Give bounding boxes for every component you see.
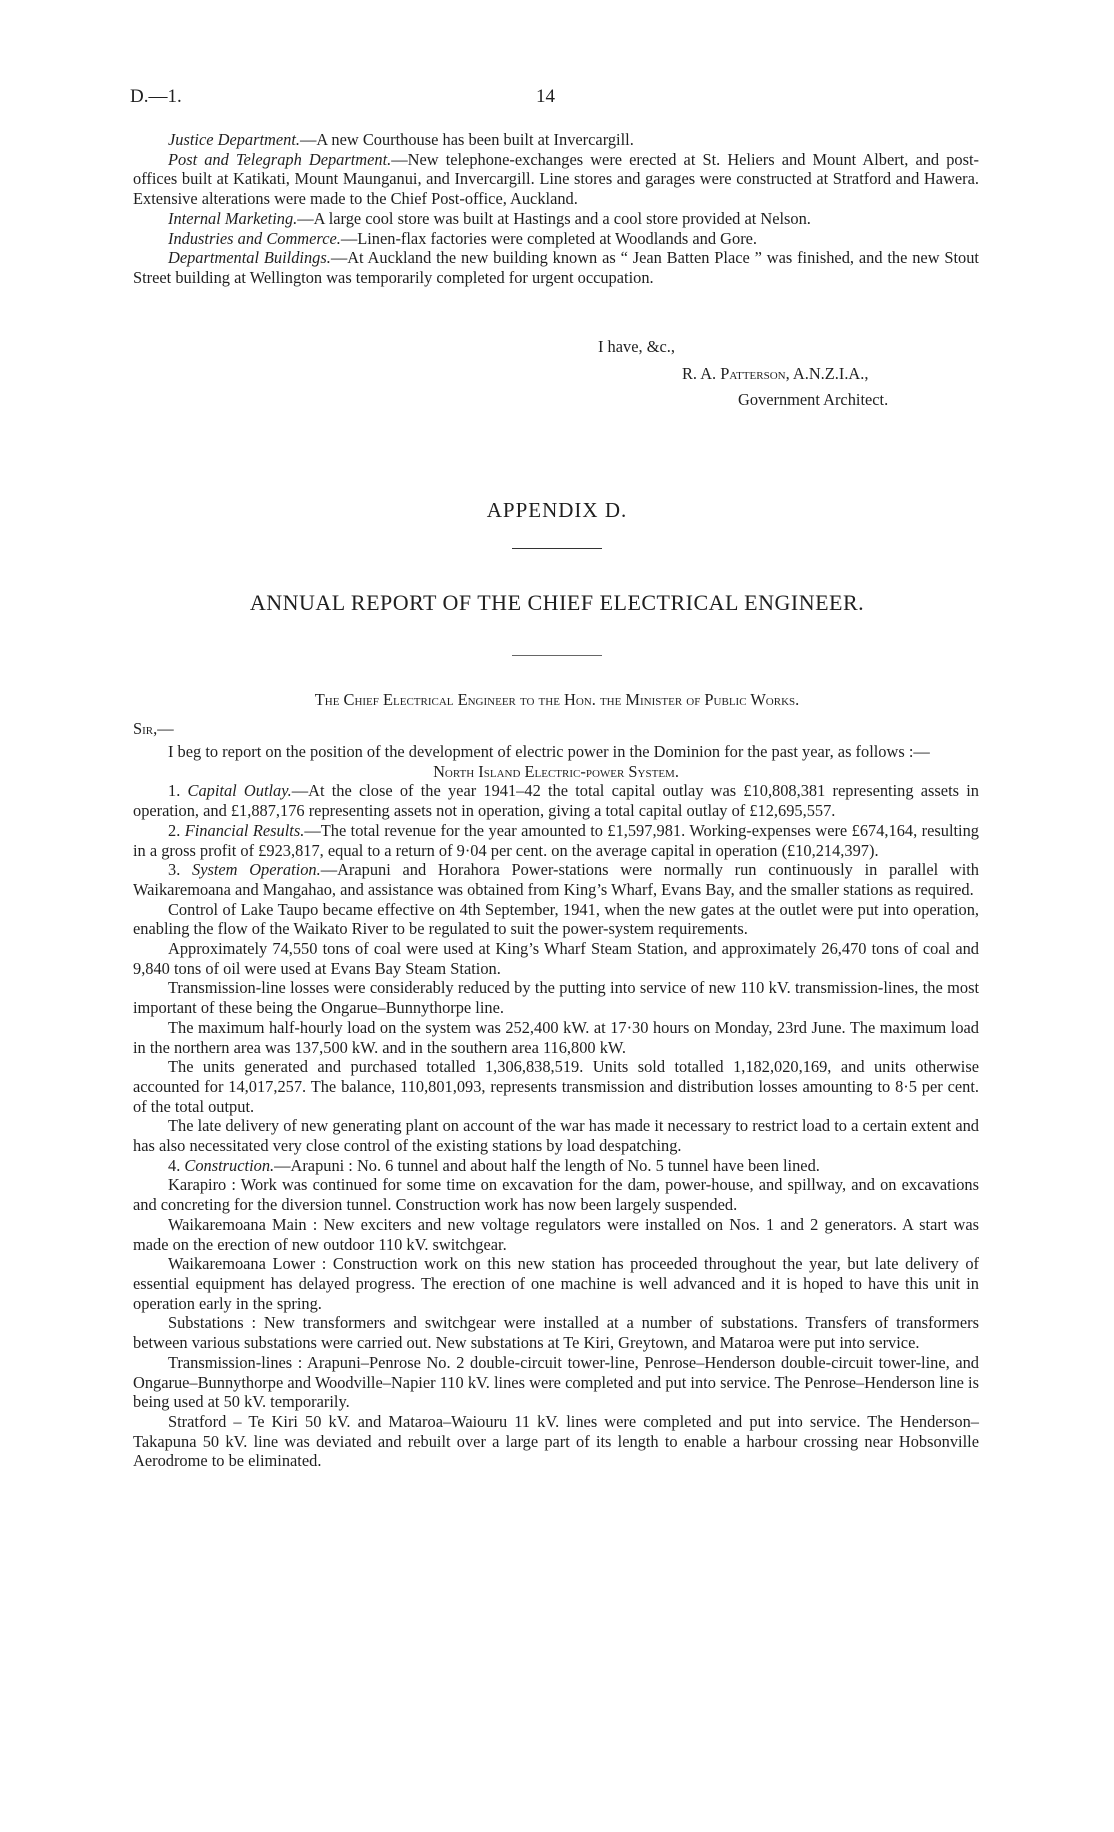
- construction-paragraph: [133, 1156, 979, 1176]
- stratford-paragraph: Stratford – Te Kiri 50 kV. and Mataroa–Waiouru 11 kV. lines were completed and put into service. The Henderson–Takapuna 50 kV. line was deviated and rebuilt over a large part of its length to enable a harbour crossing near Hobsonville Aerodrome to be eliminated.: [133, 1411, 979, 1471]
- system-operation-title: System Operation.: [192, 860, 321, 880]
- signoff-name: R. A. Patterson, A.N.Z.I.A.,: [682, 364, 869, 383]
- signoff-closing: I have, &c.,: [598, 337, 675, 356]
- justice-text: —A new Courthouse has been built at Invercargill.: [300, 130, 634, 149]
- karapiro-paragraph: Karapiro : Work was continued for some time on excavation for the dam, power-house, and spillway, and on excavations and concreting for the diversion tunnel. Construction work has now been largely suspended.: [133, 1175, 979, 1215]
- industries-title: Industries and Commerce.: [168, 228, 341, 248]
- capital-outlay-paragraph: [133, 781, 979, 820]
- losses-paragraph: Transmission-line losses were considerably reduced by the putting into service of new 110 kV. transmission-lines, the most important of these being the Ongarue–Bunnythorpe line.: [133, 978, 979, 1018]
- construction-number: 4.: [168, 1155, 181, 1175]
- signoff-title: Government Architect.: [738, 390, 889, 409]
- post-title: Post and Telegraph Department.: [168, 149, 392, 169]
- financial-results-text: —The total revenue for the year amounted to £1,597,981. Working-expenses were £674,164, resulting in a gross profit of £923,817, equal to a return of 9·04 per cent. on the average capital in operation (£10,214,397).: [133, 820, 979, 860]
- capital-outlay-number: 1.: [168, 781, 181, 801]
- transmission-lines-paragraph: Transmission-lines : Arapuni–Penrose No. 2 double-circuit tower-line, Penrose–Henderson double-circuit tower-line, and Ongarue–Bunnythorpe and Woodville–Napier 110 kV. lines were completed and put into service. The Penrose–Henderson line is being used at 50 kV. temporarily.: [133, 1352, 979, 1412]
- system-heading: North Island Electric-power System.: [433, 761, 679, 781]
- post-paragraph: [133, 150, 979, 209]
- financial-results-number: 2.: [168, 820, 181, 840]
- system-operation-text: —Arapuni and Horahora Power-stations were normally run continuously in parallel with Waikaremoana and Mangahao, and assistance was obtained from King’s Wharf, Evans Bay, and the smaller stations as required.: [133, 860, 980, 899]
- capital-outlay-title: Capital Outlay.: [187, 781, 292, 801]
- system-operation-paragraph: [133, 860, 979, 899]
- departmental-paragraph: [133, 248, 979, 287]
- internal-marketing-title: Internal Marketing.: [168, 208, 298, 228]
- waikaremoana-main-paragraph: Waikaremoana Main : New exciters and new voltage regulators were installed on Nos. 1 and 2 generators. A start was made on the erection of new outdoor 110 kV. switchgear.: [133, 1214, 979, 1254]
- coal-paragraph: Approximately 74,550 tons of coal were used at King’s Wharf Steam Station, and approximately 26,470 tons of coal and 9,840 tons of oil were used at Evans Bay Steam Station.: [133, 939, 979, 978]
- system-operation-number: 3.: [168, 860, 181, 880]
- report-body: [133, 742, 979, 1471]
- title-rule: [512, 655, 602, 656]
- salutation-sir: Sir,—: [133, 719, 174, 738]
- justice-title: Justice Department.: [168, 130, 300, 149]
- substations-paragraph: Substations : New transformers and switchgear were installed at a number of substations. Transfers of transformers between various substations were carried out. New substations at Te Kiri, Greytown, and Mataroa were put into service.: [133, 1313, 979, 1353]
- departmental-title: Departmental Buildings.: [168, 248, 331, 268]
- internal-marketing-text: —A large cool store was built at Hastings and a cool store provided at Nelson.: [297, 208, 811, 228]
- waikaremoana-lower-paragraph: Waikaremoana Lower : Construction work on this new station has proceeded throughout the year, but late delivery of essential equipment has delayed progress. The erection of one machine is well advanced and it is hoped to have this unit in operation early in the spring.: [133, 1254, 979, 1313]
- units-paragraph: The units generated and purchased totalled 1,306,838,519. Units sold totalled 1,182,020,169, and units otherwise accounted for 14,017,257. The balance, 110,801,093, represents transmission and distribution losses amounting to 8·5 per cent. of the total output.: [133, 1057, 979, 1116]
- industries-paragraph: [133, 229, 979, 249]
- upper-text-block: [133, 130, 979, 288]
- justice-paragraph: [133, 130, 979, 150]
- appendix-heading: APPENDIX D.: [486, 498, 628, 522]
- post-text: —New telephone-exchanges were erected at St. Heliers and Mount Albert, and post-offices built at Katikati, Mount Maunganui, and Invercargill. Line stores and garages were constructed at Stratford and Hawera. Extensive alterations were made to the Chief Post-office, Auckland.: [133, 149, 979, 209]
- construction-text: —Arapuni : No. 6 tunnel and about half the length of No. 5 tunnel have been lined.: [274, 1155, 820, 1175]
- financial-results-title: Financial Results.: [184, 820, 305, 840]
- heading-rule: [512, 548, 602, 549]
- report-title: ANNUAL REPORT OF THE CHIEF ELECTRICAL ENGINEER.: [249, 590, 865, 615]
- intro-paragraph: I beg to report on the position of the development of electric power in the Dominion for the past year, as follows :—: [168, 742, 930, 761]
- document-reference: D.—1.: [130, 86, 182, 107]
- industries-text: —Linen-flax factories were completed at Woodlands and Gore.: [340, 228, 758, 248]
- page-number: 14: [536, 86, 555, 107]
- financial-results-paragraph: [133, 821, 979, 860]
- capital-outlay-text: —At the close of the year 1941–42 the total capital outlay was £10,808,381 representing assets in operation, and £1,887,176 representing assets not in operation, giving a total capital outlay of £12,695,557.: [133, 781, 979, 821]
- internal-marketing-paragraph: [133, 209, 979, 229]
- construction-title: Construction.: [184, 1155, 275, 1175]
- max-load-paragraph: The maximum half-hourly load on the system was 252,400 kW. at 17·30 hours on Monday, 23rd June. The maximum load in the northern area was 137,500 kW. and in the southern area 116,800 kW.: [133, 1017, 979, 1057]
- late-delivery-paragraph: The late delivery of new generating plant on account of the war has made it necessary to restrict load to a certain extent and has also necessitated very close control of the existing stations by load despatching.: [133, 1116, 979, 1156]
- salutation-line: The Chief Electrical Engineer to the Hon. the Minister of Public Works.: [314, 690, 800, 709]
- taupo-paragraph: Control of Lake Taupo became effective on 4th September, 1941, when the new gates at the outlet were put into operation, enabling the flow of the Waikato River to be regulated to suit the power-system requirements.: [133, 899, 979, 939]
- departmental-text: —At Auckland the new building known as “ Jean Batten Place ” was finished, and the new Stout Street building at Wellington was temporarily completed for urgent occupation.: [133, 248, 979, 287]
